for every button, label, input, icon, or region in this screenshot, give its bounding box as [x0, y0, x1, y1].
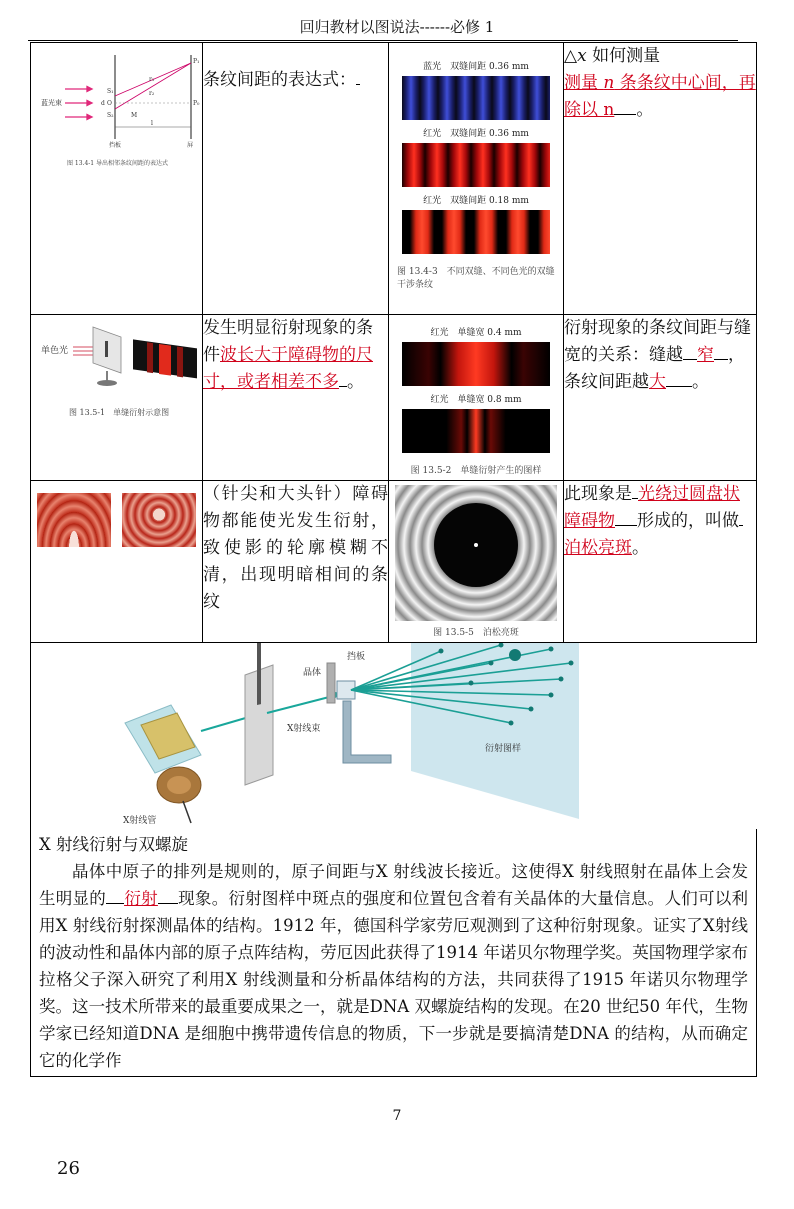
strip-label: 红光 双缝间距 0.36 mm: [423, 129, 529, 139]
blue-interference-strip: [402, 76, 550, 120]
spacing-expression-cell: [203, 43, 389, 315]
strip-label: 红光 单缝宽 0.8 mm: [430, 395, 522, 405]
single-slit-figure-cell: [31, 315, 203, 481]
page-header: 回归教材以图说法------必修 1: [299, 18, 495, 36]
answer-narrow[interactable]: 窄: [697, 345, 714, 365]
xray-diffraction-figure: [31, 643, 757, 829]
double-slit-geometry-figure: [31, 43, 203, 183]
double-slit-geometry-cell: [31, 43, 203, 315]
row-poisson: [31, 481, 757, 643]
svg-text:P₁: P₁: [193, 58, 200, 65]
red-single-slit-strip-04: [402, 342, 550, 386]
label-diffraction-pattern: 衍射图样: [485, 744, 522, 754]
measure-answer[interactable]: 测量 n 条条纹中心间，再除以 n 。: [564, 73, 756, 120]
single-slit-strips-cell: [389, 315, 564, 481]
svg-text:P₀: P₀: [193, 100, 200, 107]
strip-label: 红光 单缝宽 0.4 mm: [430, 328, 522, 338]
xray-heading: X 射线衍射与双螺旋: [39, 835, 188, 854]
condition-answer[interactable]: 波长大于障碍物的尺寸，或者相差不多: [203, 345, 373, 392]
poisson-answer-2[interactable]: 泊松亮斑: [564, 538, 632, 558]
svg-text:l: l: [151, 120, 153, 127]
spacing-expression-label: 条纹间距的表达式：: [203, 70, 356, 90]
header-rule: [28, 40, 738, 41]
svg-text:M: M: [131, 112, 138, 119]
row-xray: [31, 643, 757, 1077]
svg-text:d: d: [101, 100, 105, 107]
strips-caption: 图 13.4-3 不同双缝、不同色光的双缝干涉条纹: [397, 267, 555, 290]
row-single-slit: [31, 315, 757, 481]
content-table: [30, 42, 757, 1077]
needle-description-cell: [203, 481, 389, 643]
measure-question: △x 如何测量: [564, 46, 661, 66]
fig-label-blue-light: 蓝光束: [41, 99, 62, 107]
poisson-spot-image: [395, 485, 557, 621]
xray-cell: [31, 643, 757, 1077]
xray-answer[interactable]: 衍射: [124, 889, 158, 908]
poisson-caption: 图 13.5-5 泊松亮斑: [433, 628, 519, 638]
page-number: 7: [392, 1108, 402, 1124]
poisson-spot-cell: [389, 481, 564, 643]
label-xray-beam: X射线束: [287, 724, 321, 734]
svg-text:r₂: r₂: [149, 90, 155, 97]
svg-text:S₂: S₂: [107, 112, 114, 119]
pin-diffraction-image: [122, 493, 196, 547]
expression-blank[interactable]: [356, 84, 360, 85]
fig-caption: 图 13.5-1 单缝衍射示意图: [69, 408, 170, 417]
diffraction-condition-cell: 发生明显衍射现象的条件波长大于障碍物的尺寸，或者相差不多 。: [203, 315, 389, 481]
interference-strips-cell: [389, 43, 564, 315]
svg-text:S₁: S₁: [107, 88, 114, 95]
strip-label: 蓝光 双缝间距 0.36 mm: [423, 62, 529, 72]
red-interference-strip-018: [402, 210, 550, 254]
label-baffle: 挡板: [347, 652, 366, 662]
strips-caption: 图 13.5-2 单缝衍射产生的图样: [410, 466, 542, 476]
svg-text:挡板: 挡板: [109, 142, 122, 149]
measure-question-cell: [564, 43, 757, 315]
needle-description: （针尖和大头针）障碍物都能使光发生衍射，致使影的轮廓模糊不清，出现明暗相间的条纹: [203, 484, 388, 612]
svg-text:屏: 屏: [187, 142, 194, 149]
needle-diffraction-cell: [31, 481, 203, 643]
svg-text:r₁: r₁: [149, 76, 155, 83]
page-number-outer: 26: [57, 1158, 80, 1179]
poisson-explanation-cell: 此现象是 光绕过圆盘状障碍物 形成的，叫做泊松亮斑。: [564, 481, 757, 643]
red-interference-strip-036: [402, 143, 550, 187]
row-double-slit: [31, 43, 757, 315]
spacing-relation-cell: 衍射现象的条纹间距与缝宽的关系：缝越 窄 ，条纹间距越大 。: [564, 315, 757, 481]
label-xray-tube: X射线管: [123, 816, 157, 826]
fig-label-mono-light: 单色光: [41, 346, 69, 356]
label-crystal: 晶体: [303, 668, 322, 678]
answer-big[interactable]: 大: [649, 372, 666, 392]
needle-diffraction-image: [37, 493, 111, 547]
poisson-answer-1[interactable]: 光绕过圆盘状障碍物: [564, 484, 740, 531]
red-single-slit-strip-08: [402, 409, 550, 453]
xray-paragraph: 晶体中原子的排列是规则的，原子间距与X 射线波长接近。这使得X 射线照射在晶体上会发生明显的 衍射 现象。衍射图样中斑点的强度和位置包含着有关晶体的大量信息。人们可以利用X 射线衍射探测晶体的结构。1912 年，德国科学家劳厄观测到了这种衍射现象。证实了X射线的波动性和晶体内部的原子点阵结构，劳厄因此获得了1914 年诺贝尔物理学奖。英国物理学家布拉格父子深入研究了利用X 射线测量和分析晶体结构的方法，共同获得了1915 年诺贝尔物理学奖。这一技术所带来的最重要成果之一，就是DNA 双螺旋结构的发现。在20 世纪50 年代，生物学家已经知道DNA 是细胞中携带遗传信息的物质，下一步就是要搞清楚DNA 的结构，从而确定它的化学作: [39, 862, 749, 1070]
svg-text:O: O: [107, 100, 112, 107]
strip-label: 红光 双缝间距 0.18 mm: [423, 196, 529, 206]
fig-caption: 图 13.4-1 导出相邻条纹间距的表达式: [67, 160, 169, 167]
single-slit-figure: [31, 315, 203, 431]
